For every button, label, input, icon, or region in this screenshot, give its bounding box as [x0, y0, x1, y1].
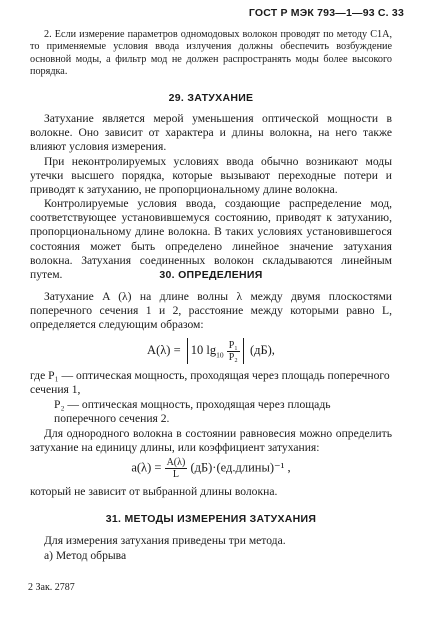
formula-attenuation-coefficient: [0, 457, 422, 480]
formula-1-denominator: P₂: [228, 351, 238, 363]
definition-p2-symbol: P₂ —: [54, 398, 79, 411]
formula-2-numerator: A(λ): [166, 457, 186, 468]
formula-attenuation: [0, 338, 422, 364]
abs-bar-right: [243, 338, 244, 364]
formula-1-fraction: [227, 340, 240, 363]
formula-1-log-base: 10: [216, 350, 224, 360]
formula-1-numerator: P₁: [228, 339, 238, 351]
sec29-paragraph-3: Контролируемые условия ввода, создающие распределение мод, соответствующее установившемуся состоянию, приводят к затуханию, пропорциональному длине волокна. В таких условиях установившегося состояния может быть определено линейное значение затухания волокна. Затухания соединенных волокон складываются линейным путем.: [30, 197, 392, 282]
formula-1-unit: (дБ),: [249, 342, 275, 357]
section-29-title: 29. ЗАТУХАНИЕ: [168, 92, 254, 104]
sec30-paragraph-2: Для однородного волокна в состоянии равновесия можно определить затухание на единицу длины, или коэффициент затухания:: [30, 427, 392, 455]
formula-2-denominator: L: [172, 469, 179, 480]
page-footer: 2 Зак. 2787: [28, 582, 75, 593]
definition-p2: [30, 398, 392, 426]
formula-2-unit: (дБ)·(ед.длины)⁻¹ ,: [190, 460, 291, 475]
intro-paragraph: 2. Если измерение параметров одномодовых волокон проводят по методу C1A, то применяемые условия ввода излучения должны обеспечить возбуждение основной моды, а фильтр мод не должен распространять моды более высокого порядка.: [30, 29, 392, 78]
page-header: ГОСТ Р МЭК 793—1—93 С. 33: [248, 7, 404, 19]
formula-1-left: A(λ) =: [147, 342, 181, 357]
sec30-paragraph-3: который не зависит от выбранной длины волокна.: [30, 485, 278, 498]
sec31-paragraph-2: а) Метод обрыва: [44, 549, 127, 562]
definition-p1-text: оптическая мощность, проходящая через площадь поперечного сечения 1,: [30, 369, 390, 397]
formula-2-left: a(λ) =: [131, 460, 162, 475]
section-30-title: 30. ОПРЕДЕЛЕНИЯ: [159, 269, 263, 281]
abs-bar-left: [187, 338, 188, 364]
formula-2-fraction: [165, 457, 188, 480]
sec31-paragraph-1: Для измерения затухания приведены три метода.: [44, 534, 286, 547]
sec30-paragraph-1: Затухание A (λ) на длине волны λ между двумя плоскостями поперечного сечения 1 и 2, расстояние между которыми равно L, определяется следующим образом:: [30, 290, 392, 332]
definition-p1-symbol: P₁ —: [48, 369, 74, 382]
definition-p1: [30, 369, 392, 397]
where-label: где: [30, 369, 46, 382]
sec29-paragraph-2: При неконтролируемых условиях ввода обычно возникают моды утечки высшего порядка, которые вызывают переходные потери и приводят к затуханию, не пропорциональному длине волокна.: [30, 155, 392, 197]
section-31-title: 31. МЕТОДЫ ИЗМЕРЕНИЯ ЗАТУХАНИЯ: [105, 513, 317, 525]
definition-p2-text: оптическая мощность, проходящая через площадь поперечного сечения 2.: [54, 398, 331, 426]
formula-1-log: 10 lg: [190, 342, 217, 357]
sec29-paragraph-1: Затухание является мерой уменьшения оптической мощности в волокне. Оно зависит от характера и длины волокна, на него также влияют условия измерения.: [30, 112, 392, 154]
